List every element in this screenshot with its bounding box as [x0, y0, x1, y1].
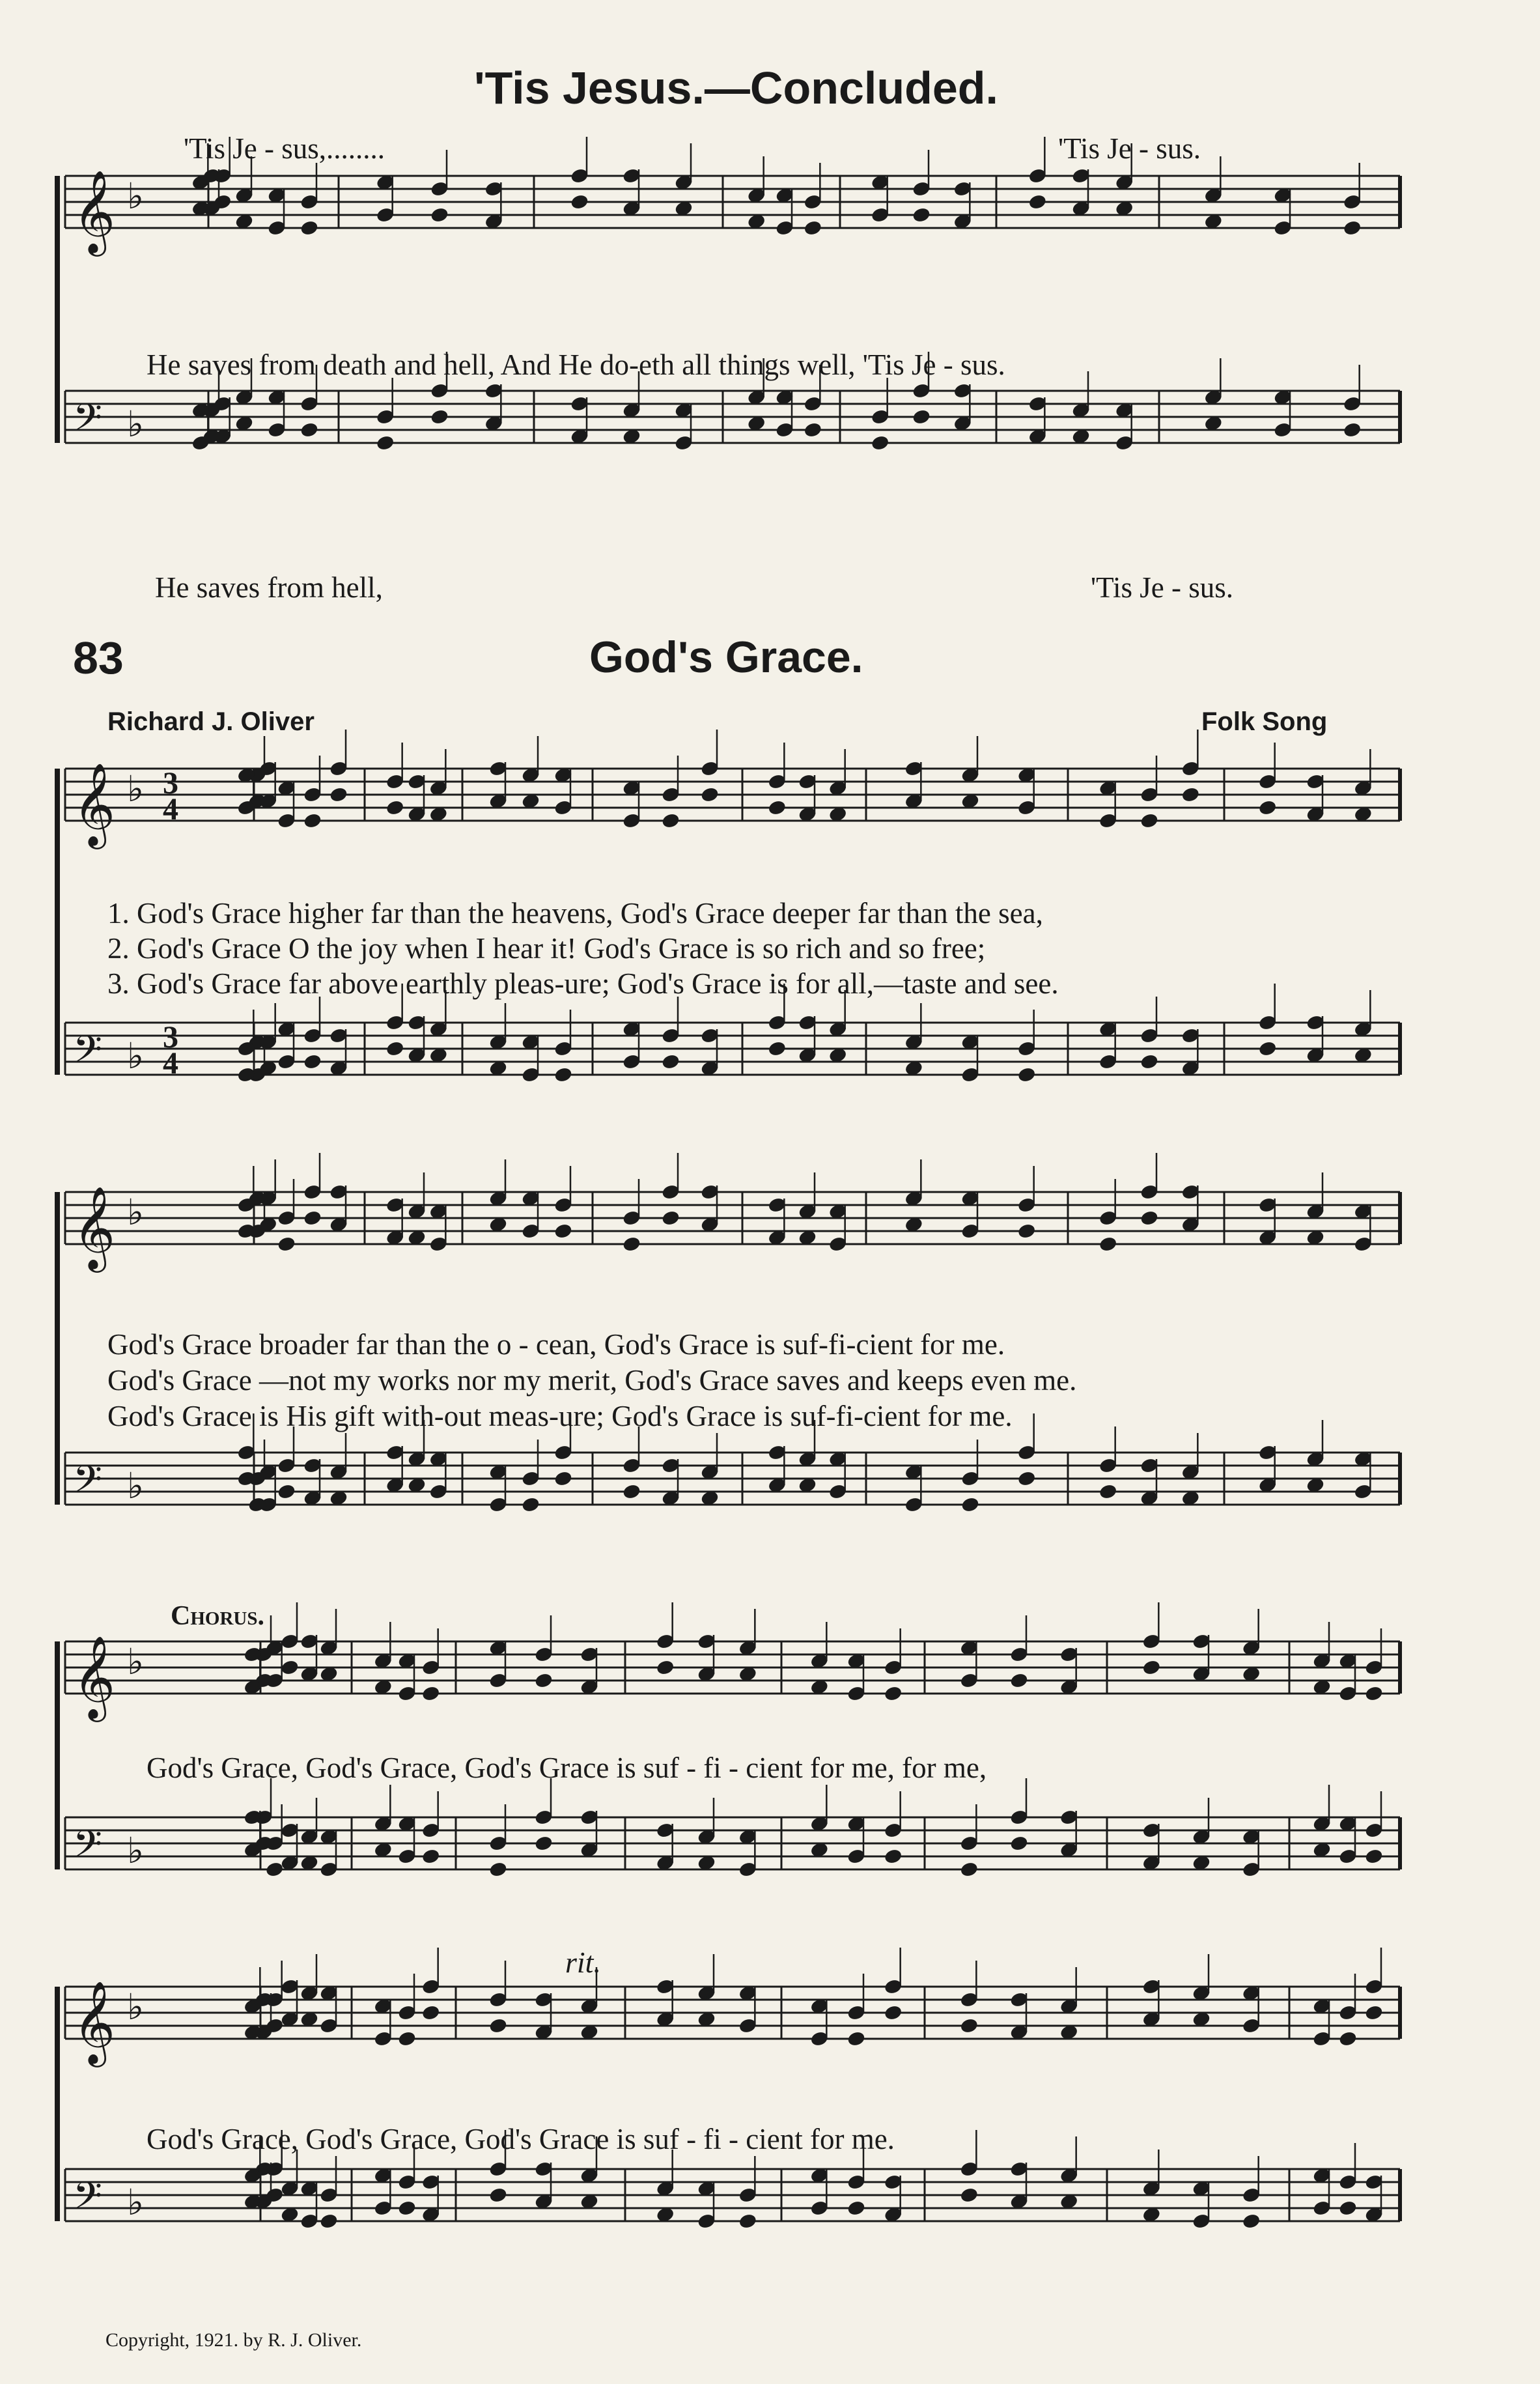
- notehead: [960, 2187, 979, 2203]
- notehead: [884, 1685, 903, 1701]
- bass-clef-icon: 𝄢: [73, 2174, 103, 2227]
- notehead: [535, 1835, 553, 1851]
- treble-clef-icon: 𝄞: [73, 1980, 116, 2064]
- flat-icon: ♭: [127, 177, 144, 216]
- notehead: [554, 1470, 573, 1486]
- notehead: [265, 1861, 284, 1877]
- piece-title: 'Tis Jesus.—Concluded.: [474, 63, 998, 113]
- notehead: [1339, 2030, 1358, 2047]
- notehead: [398, 2030, 417, 2047]
- notehead: [277, 1236, 296, 1252]
- flat-icon: ♭: [127, 1036, 144, 1076]
- notehead: [1343, 421, 1362, 438]
- notehead: [554, 1066, 573, 1083]
- notehead: [570, 193, 589, 210]
- chorus-line-1: God's Grace, God's Grace, God's Grace is suf - fi - cient for me, for me,: [147, 1752, 987, 1784]
- notehead: [738, 2213, 757, 2229]
- lower-lyric-2: 'Tis Je - sus.: [1091, 571, 1234, 604]
- chorus-line-2: God's Grace, God's Grace, God's Grace is suf - fi - cient for me.: [147, 2123, 895, 2155]
- verse-line-1-2: 2. God's Grace O the joy when I hear it! God's Grace is so rich and so free;: [107, 932, 986, 965]
- notehead: [1142, 1659, 1161, 1675]
- flat-icon: ♭: [127, 1193, 144, 1232]
- bass-clef-icon: 𝄢: [73, 395, 103, 449]
- notehead: [884, 2004, 903, 2021]
- notehead: [421, 1848, 440, 1864]
- notehead: [385, 1040, 404, 1057]
- notehead: [912, 408, 931, 425]
- treble-clef-icon: 𝄞: [73, 1635, 116, 1718]
- notehead: [489, 2017, 508, 2034]
- treble-clef-icon: 𝄞: [73, 762, 116, 845]
- notehead: [1258, 1040, 1277, 1057]
- notehead: [804, 421, 822, 438]
- notehead: [1017, 1223, 1036, 1239]
- notehead: [376, 434, 395, 451]
- notehead: [430, 408, 449, 425]
- upper-lyric-2: 'Tis Je - sus.: [1058, 132, 1201, 165]
- copyright-notice: Copyright, 1921. by R. J. Oliver.: [105, 2329, 362, 2351]
- flat-icon: ♭: [127, 1642, 144, 1682]
- notehead: [1140, 1053, 1159, 1070]
- notehead: [385, 799, 404, 816]
- notehead: [768, 1040, 787, 1057]
- notehead: [1343, 220, 1362, 236]
- notehead: [623, 1236, 641, 1252]
- upper-lyric-1: 'Tis Je - sus,........: [184, 132, 385, 165]
- notehead: [329, 786, 348, 802]
- notehead: [535, 1672, 553, 1688]
- notehead: [623, 1483, 641, 1499]
- flat-icon: ♭: [127, 1987, 144, 2027]
- bass-clef-icon: 𝄢: [73, 1027, 103, 1081]
- notehead: [847, 2030, 866, 2047]
- notehead: [489, 1861, 508, 1877]
- notehead: [662, 1053, 680, 1070]
- notehead: [847, 2200, 866, 2216]
- notehead: [421, 2004, 440, 2021]
- notehead: [804, 220, 822, 236]
- notehead: [960, 1861, 979, 1877]
- flat-icon: ♭: [127, 1831, 144, 1871]
- notehead: [1010, 1672, 1029, 1688]
- time-signature-top: 3: [163, 1020, 178, 1055]
- time-signature-bottom: 4: [163, 792, 178, 827]
- time-signature-top: 3: [163, 766, 178, 801]
- notehead: [1365, 2004, 1384, 2021]
- notehead: [430, 206, 449, 223]
- notehead: [1258, 799, 1277, 816]
- notehead: [884, 1848, 903, 1864]
- notehead: [277, 1483, 296, 1499]
- notehead: [1010, 1835, 1029, 1851]
- notehead: [421, 1685, 440, 1701]
- notehead: [960, 2017, 979, 2034]
- notehead: [1365, 1685, 1384, 1701]
- notehead: [303, 1053, 322, 1070]
- bass-clef-icon: 𝄢: [73, 1457, 103, 1511]
- flat-icon: ♭: [127, 1466, 144, 1506]
- notehead: [1099, 1483, 1117, 1499]
- notehead: [300, 421, 319, 438]
- flat-icon: ♭: [127, 769, 144, 809]
- notehead: [1140, 812, 1159, 829]
- time-signature-bottom: 4: [163, 1046, 178, 1081]
- notehead: [300, 220, 319, 236]
- notehead: [554, 1223, 573, 1239]
- notehead: [320, 2213, 339, 2229]
- notehead: [1181, 786, 1200, 802]
- notehead: [1099, 1236, 1117, 1252]
- flat-icon: ♭: [127, 2183, 144, 2222]
- lower-lyric-1: He saves from hell,: [155, 571, 383, 604]
- notehead: [662, 812, 680, 829]
- notehead: [1017, 1066, 1036, 1083]
- middle-lyric: He saves from death and hell, And He do-eth all things well, 'Tis Je - sus.: [147, 348, 1005, 381]
- notehead: [303, 1210, 322, 1226]
- hymn-number: 83: [73, 632, 124, 683]
- notehead: [1028, 193, 1047, 210]
- verse-line-2-1: God's Grace broader far than the o - cean, God's Grace is suf-fi-cient for me.: [107, 1328, 1005, 1361]
- notehead: [522, 1496, 540, 1512]
- flat-icon: ♭: [127, 404, 144, 444]
- notehead: [1242, 2213, 1261, 2229]
- treble-clef-icon: 𝄞: [73, 1185, 116, 1269]
- notehead: [662, 1210, 680, 1226]
- notehead: [961, 1496, 980, 1512]
- notehead: [489, 2187, 508, 2203]
- notehead: [768, 799, 787, 816]
- verse-line-2-3: God's Grace is His gift with-out meas-ure; God's Grace is suf-fi-cient for me.: [107, 1400, 1013, 1432]
- bass-clef-icon: 𝄢: [73, 1822, 103, 1875]
- chorus-label: Chorus.: [171, 1601, 264, 1631]
- hymn-source: Folk Song: [1201, 707, 1328, 736]
- notehead: [281, 1659, 300, 1675]
- notehead: [1339, 2200, 1358, 2216]
- notehead: [1365, 1848, 1384, 1864]
- notehead: [871, 434, 889, 451]
- verse-line-2-2: God's Grace —not my works nor my merit, God's Grace saves and keeps even me.: [107, 1364, 1077, 1397]
- treble-clef-icon: 𝄞: [73, 169, 116, 253]
- hymn-title: God's Grace.: [589, 632, 863, 682]
- verse-line-1-1: 1. God's Grace higher far than the heavens, God's Grace deeper far than the sea,: [107, 897, 1043, 929]
- rit-marking: rit.: [565, 1946, 601, 1979]
- notehead: [912, 206, 931, 223]
- notehead: [303, 812, 322, 829]
- hymn-author: Richard J. Oliver: [107, 707, 315, 736]
- notehead: [701, 786, 720, 802]
- verse-line-1-3: 3. God's Grace far above earthly pleas-ure; God's Grace is for all,—taste and see.: [107, 967, 1059, 1000]
- notehead: [1140, 1210, 1159, 1226]
- notehead: [656, 1659, 675, 1675]
- notehead: [1017, 1470, 1036, 1486]
- notehead: [398, 2200, 417, 2216]
